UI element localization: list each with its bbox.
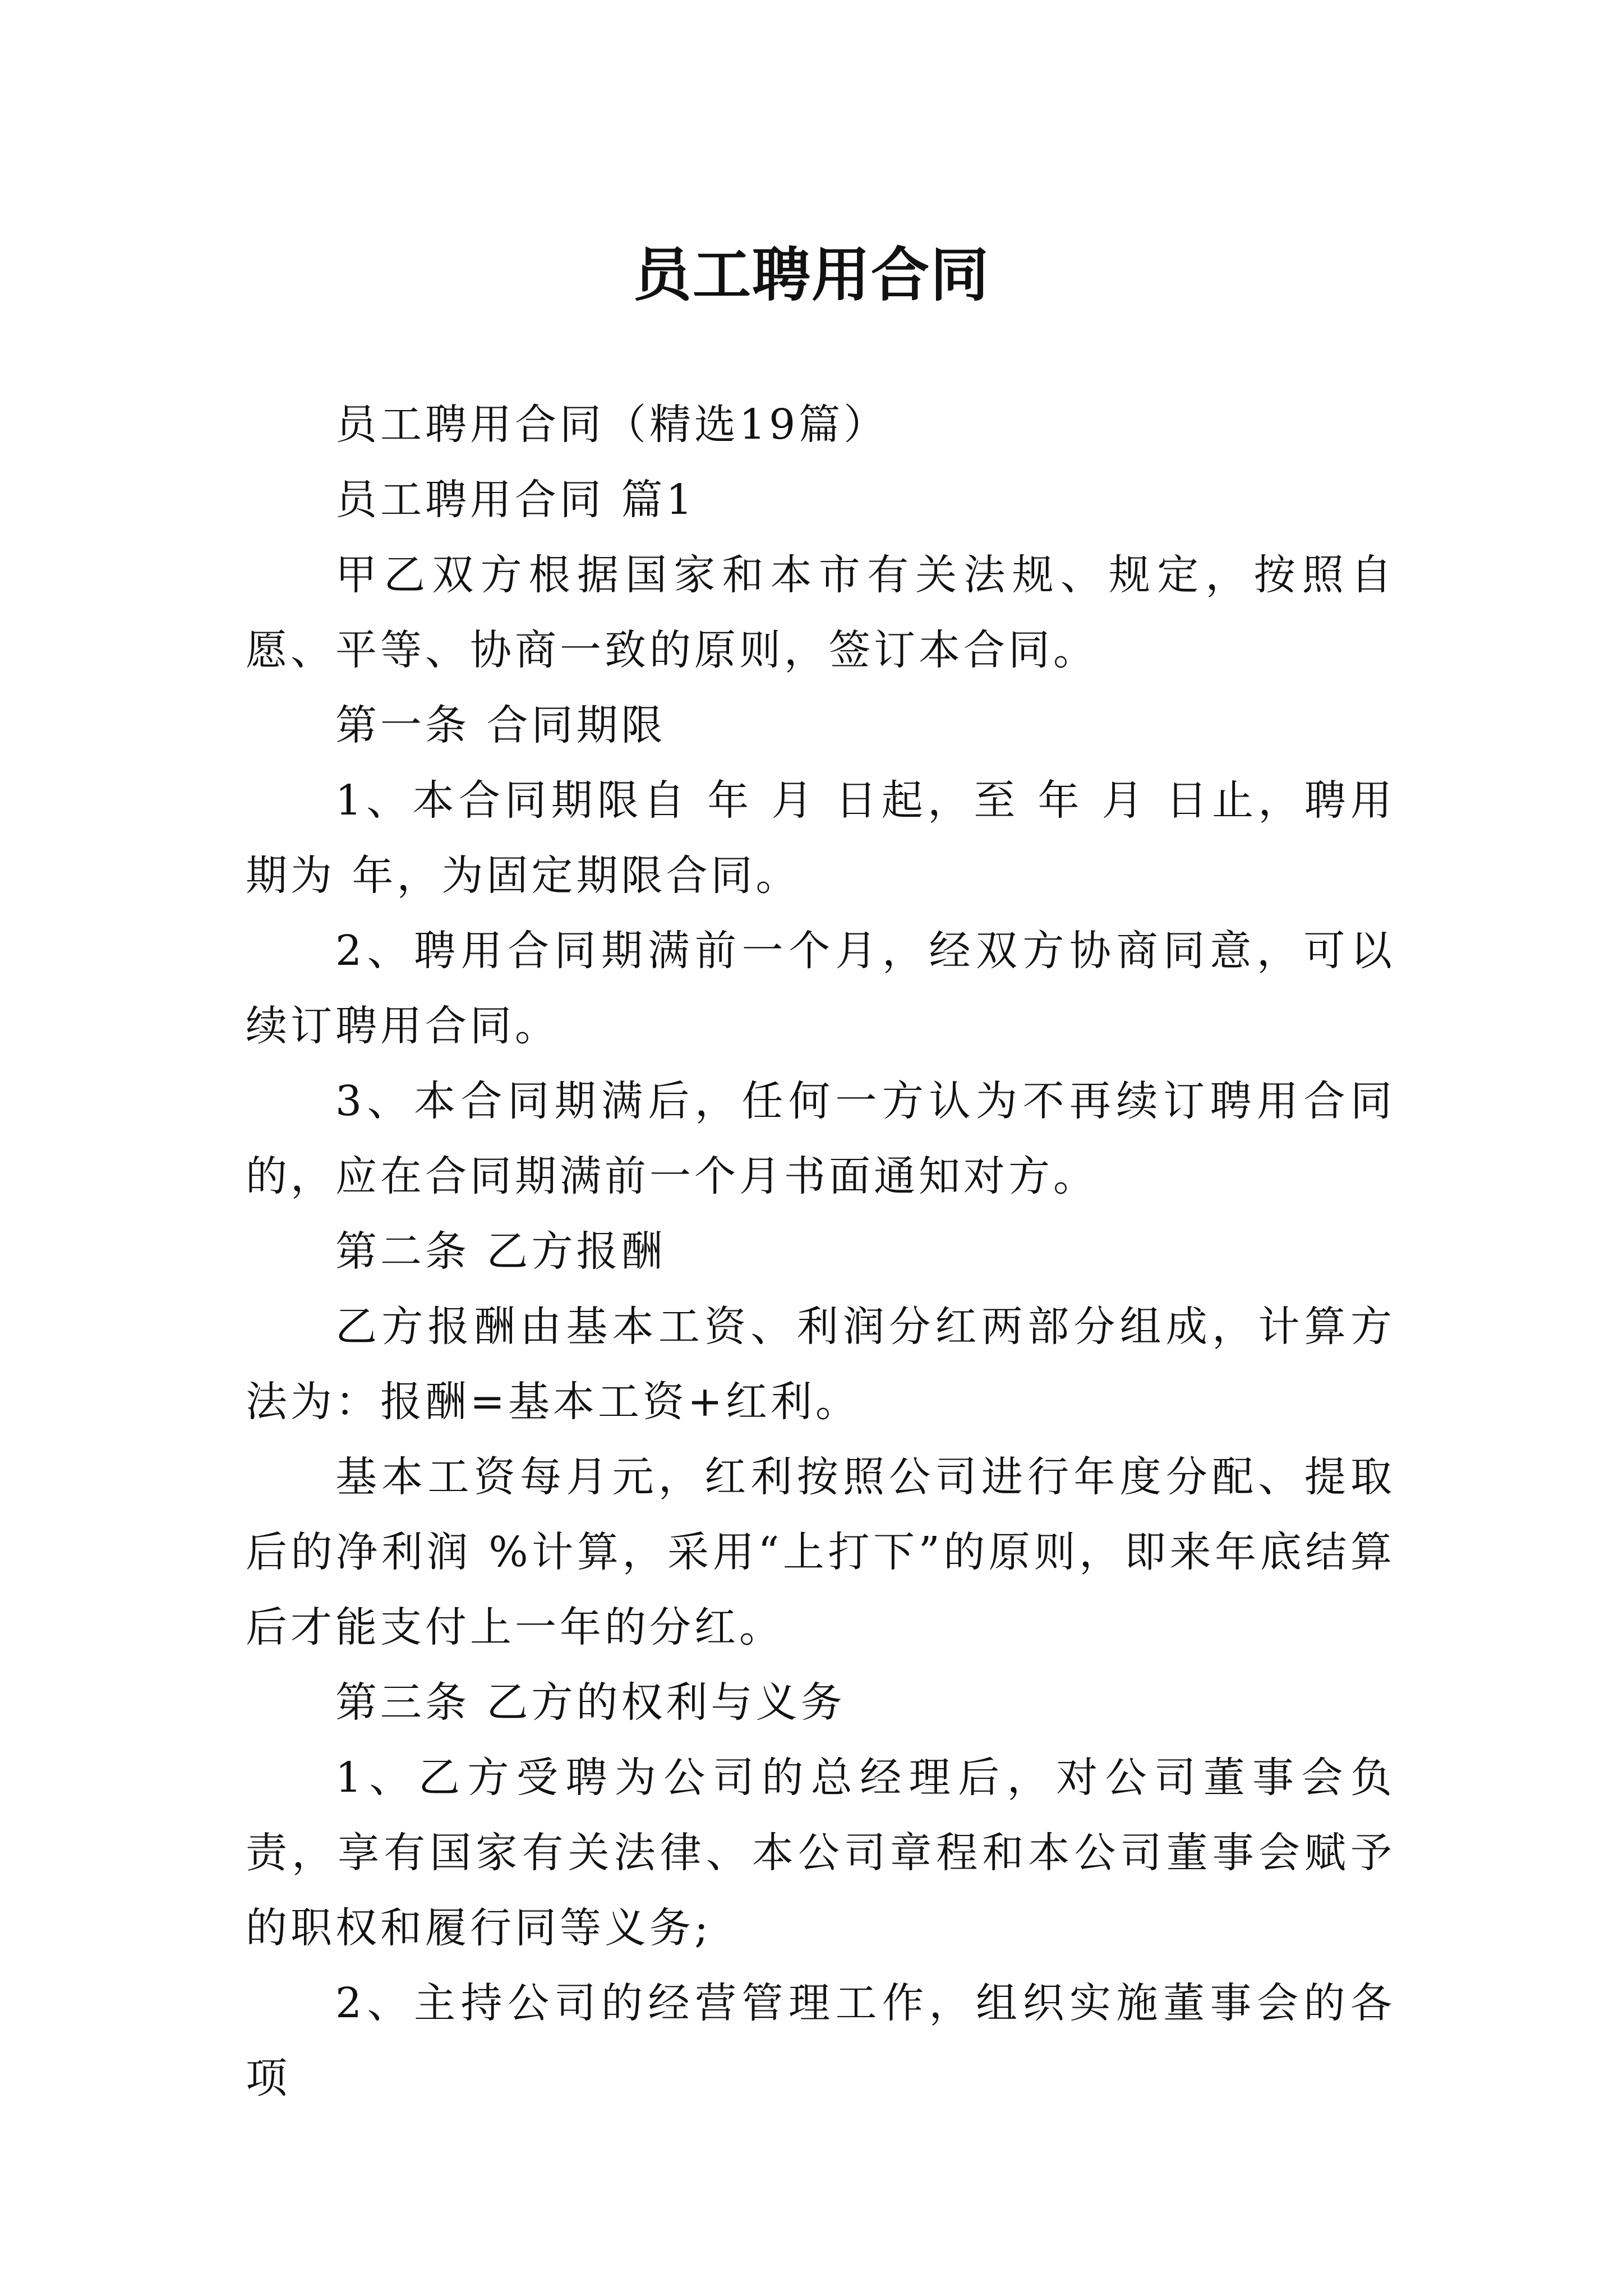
body-paragraph: 2、主持公司的经营管理工作，组织实施董事会的各项 <box>246 1979 1395 2102</box>
article-heading: 第一条 合同期限 <box>335 701 666 749</box>
body-paragraph: 1、乙方受聘为公司的总经理后，对公司董事会负责，享有国家有关法律、本公司章程和本公司董事会赋予的职权和履行同等义务; <box>246 1754 1395 1952</box>
body-paragraph: 甲乙双方根据国家和本市有关法规、规定，按照自愿、平等、协商一致的原则，签订本合同。 <box>246 551 1395 674</box>
document-body <box>246 387 1395 2116</box>
body-paragraph: 2、聘用合同期满前一个月，经双方协商同意，可以续订聘用合同。 <box>246 927 1395 1050</box>
subtitle-paragraph: 员工聘用合同（精选19篇） <box>335 401 889 449</box>
article-heading: 第三条 乙方的权利与义务 <box>335 1678 846 1727</box>
body-paragraph: 乙方报酬由基本工资、利润分红两部分组成，计算方法为：报酬=基本工资+红利。 <box>246 1303 1395 1426</box>
body-paragraph: 3、本合同期满后，任何一方认为不再续订聘用合同的，应在合同期满前一个月书面通知对方。 <box>246 1077 1395 1200</box>
section-heading: 员工聘用合同 篇1 <box>335 476 696 524</box>
document-title: 员工聘用合同 <box>633 240 990 309</box>
body-paragraph: 1、本合同期限自 年 月 日起，至 年 月 日止，聘用期为 年，为固定期限合同。 <box>246 776 1395 900</box>
body-paragraph: 基本工资每月元，红利按照公司进行年度分配、提取后的净利润 %计算，采用“上打下”的原则，即来年底结算后才能支付上一年的分红。 <box>246 1453 1395 1651</box>
article-heading: 第二条 乙方报酬 <box>335 1227 666 1276</box>
